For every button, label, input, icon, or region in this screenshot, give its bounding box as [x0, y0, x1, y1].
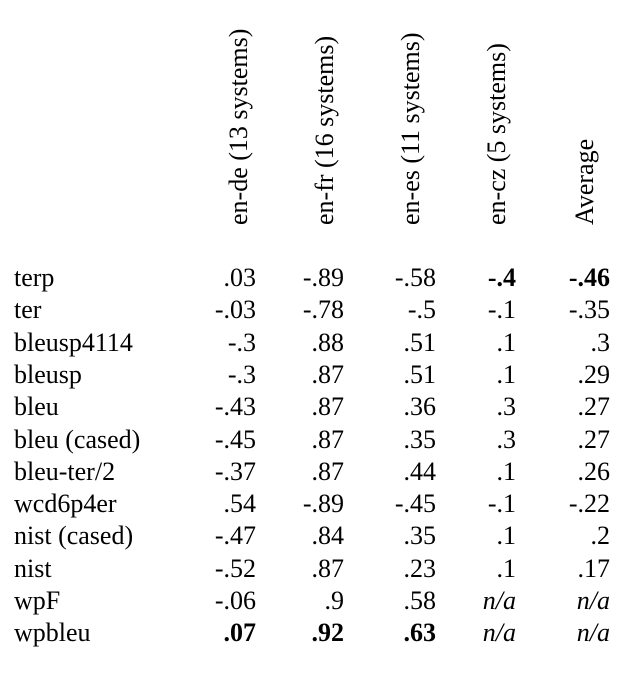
table-row: [0, 327, 638, 359]
table-row: [0, 520, 638, 552]
table-cell: .1: [496, 521, 516, 551]
table-row: [0, 359, 638, 391]
table-cell: .51: [403, 359, 436, 389]
table-cell: .1: [496, 456, 516, 486]
table-cell: -.3: [227, 359, 256, 389]
table-cell: -.37: [214, 456, 256, 486]
table-row: [0, 456, 638, 488]
column-header-label: en-de (13 systems): [224, 28, 253, 225]
table-cell: .26: [577, 456, 610, 486]
table-cell: -.5: [407, 295, 436, 325]
table-cell: -.58: [394, 263, 436, 292]
table-cell: n/a: [482, 586, 516, 615]
column-header-label: en-cz (5 systems): [482, 43, 511, 225]
table-cell: -.89: [302, 489, 344, 519]
column-header-en-es: [396, 5, 426, 255]
table-cell: .87: [311, 359, 344, 389]
column-header-en-fr: [310, 5, 340, 255]
table-cell: .92: [311, 618, 344, 648]
table-row: [0, 424, 638, 456]
row-label: wcd6p4er: [14, 489, 117, 519]
table-cell: .54: [223, 489, 256, 519]
table-cell: .2: [590, 521, 610, 551]
table-cell: .3: [590, 327, 610, 357]
table-cell: -.52: [214, 553, 256, 583]
table-cell: -.78: [302, 295, 344, 325]
row-label: ter: [14, 295, 42, 325]
table-cell: -.45: [214, 424, 256, 454]
table-cell: .1: [496, 553, 516, 583]
table-cell: .29: [577, 359, 610, 389]
table-row: [0, 294, 638, 326]
row-label: bleusp4114: [14, 327, 133, 357]
table-row: [0, 391, 638, 423]
column-header-en-cz: [482, 5, 512, 255]
table-row: [0, 585, 638, 617]
table-cell: .3: [496, 392, 516, 422]
table-cell: -.47: [214, 521, 256, 551]
table-cell: -.3: [227, 327, 256, 357]
table-cell: .88: [311, 327, 344, 357]
table-cell: .36: [403, 392, 436, 422]
table-cell: .35: [403, 521, 436, 551]
row-label: bleu-ter/2: [14, 456, 116, 486]
table-cell: .07: [223, 618, 256, 648]
row-label: nist (cased): [14, 521, 134, 551]
table-cell: .84: [311, 521, 344, 551]
table-row: [0, 617, 638, 649]
table-cell: -.22: [568, 489, 610, 519]
table-cell: .87: [311, 392, 344, 422]
column-header-en-de: [224, 5, 254, 255]
table-cell: n/a: [576, 618, 610, 648]
table-cell: .87: [311, 456, 344, 486]
row-label: wpF: [14, 586, 61, 615]
table-cell: -.4: [487, 263, 516, 292]
table-cell: -.46: [568, 263, 610, 292]
table-row: [0, 488, 638, 520]
table-cell: .35: [403, 424, 436, 454]
table-cell: .03: [223, 263, 256, 292]
row-label: wpbleu: [14, 618, 91, 648]
table-cell: .87: [311, 424, 344, 454]
column-header-label: en-fr (16 systems): [310, 35, 339, 225]
row-label: bleu (cased): [14, 424, 141, 454]
column-header-average: [570, 5, 600, 255]
column-header-label: Average: [570, 138, 599, 225]
table-cell: .27: [577, 424, 610, 454]
table-cell: .17: [577, 553, 610, 583]
column-header-label: en-es (11 systems): [396, 32, 425, 225]
table-cell: .51: [403, 327, 436, 357]
table-cell: -.43: [214, 392, 256, 422]
table-cell: .23: [403, 553, 436, 583]
table-cell: -.1: [487, 295, 516, 325]
table-cell: .1: [496, 359, 516, 389]
table-cell: -.89: [302, 263, 344, 292]
table-cell: .9: [324, 586, 344, 615]
row-label: bleu: [14, 392, 59, 422]
table-cell: .63: [403, 618, 436, 648]
table-cell: -.06: [214, 586, 256, 615]
table-row: [0, 553, 638, 585]
table-cell: .87: [311, 553, 344, 583]
table-cell: -.35: [568, 295, 610, 325]
table-cell: -.03: [214, 295, 256, 325]
table-cell: .3: [496, 424, 516, 454]
column-header-row: [0, 0, 638, 255]
table-row: [0, 262, 638, 294]
table-cell: n/a: [482, 618, 516, 648]
table-cell: .1: [496, 327, 516, 357]
row-label: bleusp: [14, 359, 82, 389]
row-label: terp: [14, 263, 55, 292]
table-cell: n/a: [576, 586, 610, 615]
table-cell: .44: [403, 456, 436, 486]
table-cell: -.1: [487, 489, 516, 519]
row-label: nist: [14, 553, 52, 583]
table-cell: .58: [403, 586, 436, 615]
table-cell: -.45: [394, 489, 436, 519]
table-cell: .27: [577, 392, 610, 422]
